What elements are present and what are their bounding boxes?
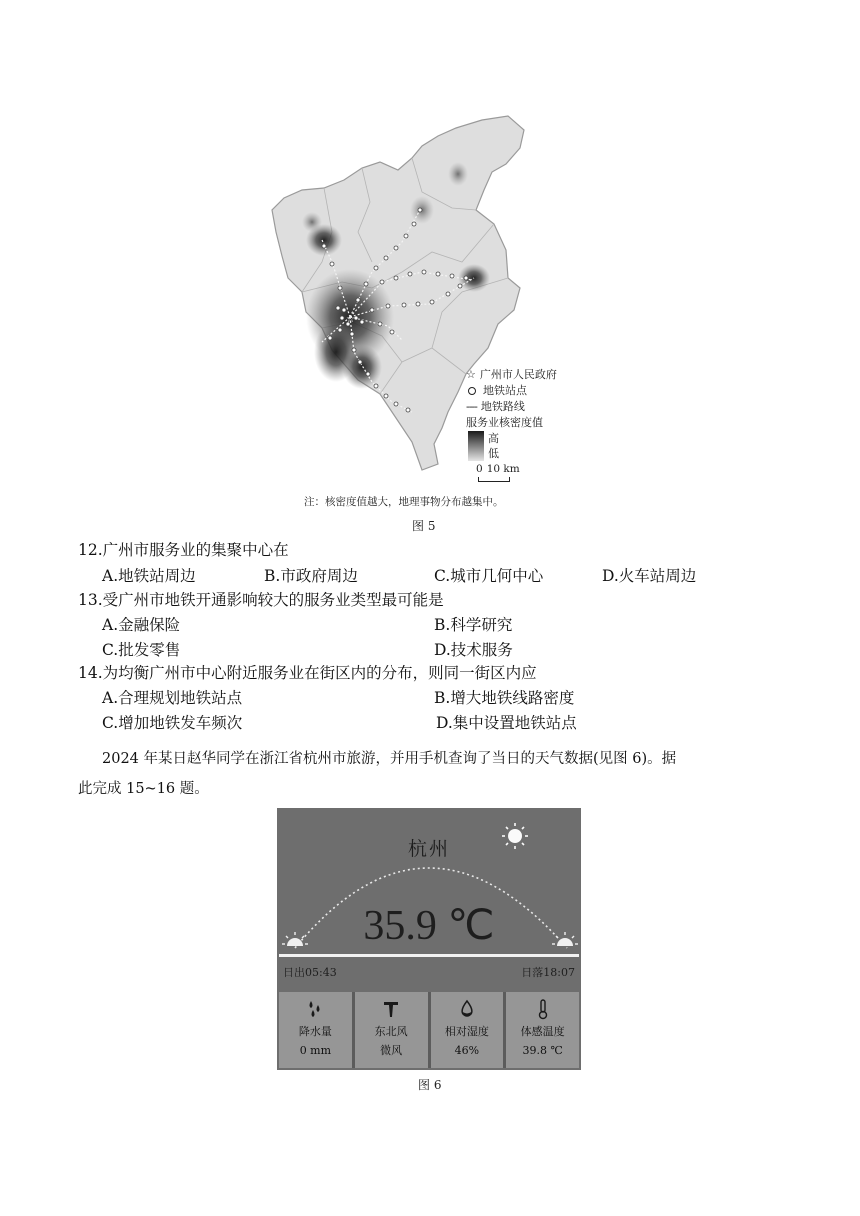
rain-drops-icon — [279, 996, 352, 1022]
q12-option-c: C.城市几何中心 — [434, 567, 544, 585]
figure5-caption: 图 5 — [412, 519, 436, 533]
legend-line-label: 地铁路线 — [480, 400, 525, 413]
question-14-stem: 14.为均衡广州市中心附近服务业在街区内的分布，则同一街区内应 — [78, 664, 537, 682]
intro-line-1: 2024 年某日赵华同学在浙江省杭州市旅游，并用手机查询了当日的天气数据(见图 6)。据 — [102, 751, 677, 767]
precipitation-value: 0 mm — [299, 1044, 332, 1057]
q12-option-d: D.火车站周边 — [602, 567, 697, 585]
dashed-line-icon: ---- — [466, 400, 477, 413]
intro-line-2: 此完成 15~16 题。 — [78, 781, 209, 797]
scale-ten-label: 10 km — [486, 463, 520, 475]
weather-detail-cells — [279, 992, 579, 1068]
figure6-caption: 图 6 — [418, 1078, 442, 1092]
q12-option-a: A.地铁站周边 — [102, 567, 196, 585]
sunset-time: 日落18:07 — [521, 966, 575, 979]
legend-high-label: 高 — [488, 432, 499, 445]
thermometer-icon — [506, 996, 579, 1022]
q14-option-c: C.增加地铁发车频次 — [102, 714, 243, 732]
humidity-icon — [431, 996, 504, 1022]
q13-option-c: C.批发零售 — [102, 641, 181, 659]
q12-option-b: B.市政府周边 — [264, 567, 358, 585]
scale-bar — [478, 477, 510, 482]
city-name: 杭州 — [407, 838, 450, 860]
q13-option-b: B.科学研究 — [434, 616, 513, 634]
map-note: 注：核密度值越大，地理事物分布越集中。 — [304, 496, 504, 508]
map-legend — [466, 367, 557, 482]
q14-option-b: B.增大地铁线路密度 — [434, 689, 575, 707]
station-circle-icon — [468, 387, 476, 395]
wind-icon — [355, 996, 428, 1022]
legend-gov-label: 广州市人民政府 — [479, 368, 557, 381]
wind-strength-value: 微风 — [380, 1044, 403, 1057]
horizon-line — [279, 954, 579, 957]
scale-zero-label: 0 — [476, 463, 483, 475]
legend-low-label: 低 — [488, 447, 499, 460]
precipitation-cell — [279, 992, 352, 1068]
feels-like-value: 39.8 ℃ — [522, 1044, 563, 1057]
precipitation-label: 降水量 — [298, 1025, 332, 1038]
q14-option-d: D.集中设置地铁站点 — [436, 714, 577, 732]
feels-like-label: 体感温度 — [520, 1025, 565, 1038]
feels-like-cell — [506, 992, 579, 1068]
humidity-label: 相对湿度 — [444, 1025, 489, 1038]
humidity-cell — [431, 992, 504, 1068]
star-icon: ☆ — [466, 368, 476, 381]
sunrise-time: 日出05:43 — [283, 966, 337, 979]
legend-density-label: 服务业核密度值 — [466, 416, 543, 429]
government-star-icon: ☆ — [346, 314, 355, 325]
wind-cell — [355, 992, 428, 1068]
wind-direction-label: 东北风 — [374, 1025, 408, 1038]
q13-option-d: D.技术服务 — [434, 641, 513, 659]
question-13-stem: 13.受广州市地铁开通影响较大的服务业类型最可能是 — [78, 591, 444, 609]
question-12-stem: 12.广州市服务业的集聚中心在 — [78, 541, 289, 559]
density-gradient-swatch — [468, 431, 484, 461]
weather-widget — [277, 808, 581, 1070]
q13-option-a: A.金融保险 — [102, 616, 181, 634]
temperature-value: 35.9 ℃ — [363, 903, 495, 949]
q14-option-a: A.合理规划地铁站点 — [102, 689, 243, 707]
humidity-value: 46% — [454, 1044, 480, 1057]
legend-station-label: 地铁站点 — [483, 384, 527, 397]
